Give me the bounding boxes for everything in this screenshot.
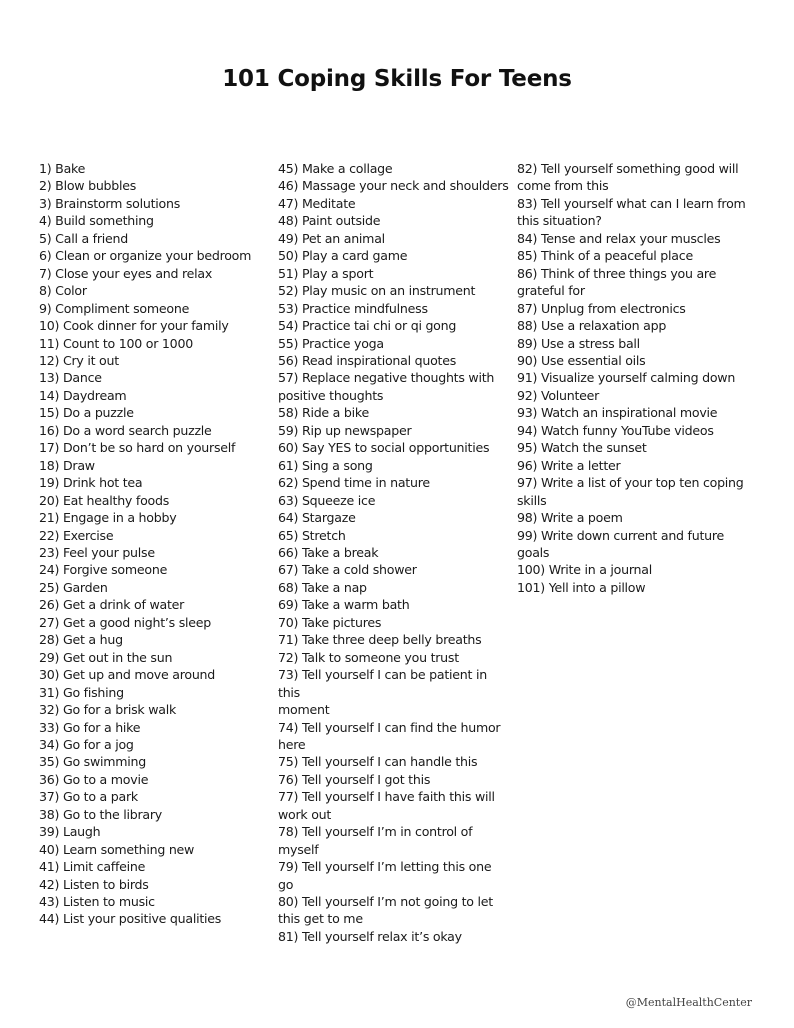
- list-item: positive thoughts: [278, 387, 384, 403]
- list-item: 50) Play a card game: [278, 248, 408, 264]
- list-item: 55) Practice yoga: [278, 335, 384, 351]
- list-item: 68) Take a nap: [278, 579, 367, 595]
- list-item: 58) Ride a bike: [278, 405, 369, 421]
- list-item: moment: [278, 702, 330, 718]
- list-item: 82) Tell yourself something good will: [517, 161, 739, 176]
- list-item: 62) Spend time in nature: [278, 475, 430, 491]
- list-item: 60) Say YES to social opportunities: [278, 440, 490, 456]
- list-item: 13) Dance: [39, 370, 102, 386]
- list-item: 23) Feel your pulse: [39, 544, 155, 560]
- list-item: 47) Meditate: [278, 195, 356, 211]
- list-item: 64) Stargaze: [278, 510, 356, 526]
- list-item: 52) Play music on an instrument: [278, 283, 476, 299]
- list-item: this get to me: [278, 911, 363, 927]
- list-item: 78) Tell yourself I’m in control of: [278, 824, 473, 840]
- list-item: 51) Play a sport: [278, 265, 374, 281]
- list-item: 12) Cry it out: [39, 352, 119, 368]
- list-item: 16) Do a word search puzzle: [39, 422, 212, 438]
- list-item: 84) Tense and relax your muscles: [517, 230, 721, 246]
- list-item: 56) Read inspirational quotes: [278, 352, 457, 368]
- list-item: 99) Write down current and future goals: [517, 527, 725, 560]
- list-item: 100) Write in a journal: [517, 562, 653, 578]
- list-item: 57) Replace negative thoughts with: [278, 370, 495, 386]
- list-item: 59) Rip up newspaper: [278, 422, 412, 438]
- list-item: 54) Practice tai chi or qi gong: [278, 318, 457, 334]
- list-item: 89) Use a stress ball: [517, 335, 640, 351]
- list-item: 69) Take a warm bath: [278, 597, 410, 613]
- list-item: 87) Unplug from electronics: [517, 300, 686, 316]
- list-item: 37) Go to a park: [39, 789, 138, 805]
- list-item: 98) Write a poem: [517, 510, 623, 526]
- list-item: myself: [278, 841, 319, 857]
- list-item: 70) Take pictures: [278, 614, 382, 630]
- list-item: 9) Compliment someone: [39, 300, 190, 316]
- list-item: 44) List your positive qualities: [39, 911, 222, 927]
- list-item: 24) Forgive someone: [39, 562, 168, 578]
- list-item: here: [278, 736, 306, 752]
- list-item: skills: [517, 492, 547, 508]
- list-item: 83) Tell yourself what can I learn from: [517, 195, 746, 211]
- list-item: 39) Laugh: [39, 824, 101, 840]
- list-item: 26) Get a drink of water: [39, 597, 185, 613]
- list-item: 40) Learn something new: [39, 841, 195, 857]
- list-item: 4) Build something: [39, 213, 154, 229]
- list-item: 29) Get out in the sun: [39, 649, 173, 665]
- list-item: 72) Talk to someone you trust: [278, 649, 459, 665]
- list-item: 18) Draw: [39, 457, 95, 473]
- list-item: 3) Brainstorm solutions: [39, 195, 181, 211]
- list-item: 75) Tell yourself I can handle this: [278, 754, 478, 770]
- skills-column-2: [278, 160, 510, 945]
- list-item: 15) Do a puzzle: [39, 405, 134, 421]
- list-item: 20) Eat healthy foods: [39, 492, 170, 508]
- list-item: 27) Get a good night’s sleep: [39, 614, 212, 630]
- list-item: 49) Pet an animal: [278, 230, 385, 246]
- list-item: 17) Don’t be so hard on yourself: [39, 440, 236, 456]
- list-item: 85) Think of a peaceful place: [517, 248, 693, 264]
- list-item: 35) Go swimming: [39, 754, 147, 770]
- list-item: 41) Limit caffeine: [39, 859, 146, 875]
- list-item: 79) Tell yourself I’m letting this one go: [278, 859, 492, 892]
- list-item: 2) Blow bubbles: [39, 178, 137, 194]
- list-item: 5) Call a friend: [39, 230, 128, 246]
- list-item: 90) Use essential oils: [517, 352, 646, 368]
- list-item: 42) Listen to birds: [39, 876, 149, 892]
- list-item: 61) Sing a song: [278, 457, 373, 473]
- list-item: 88) Use a relaxation app: [517, 318, 667, 334]
- list-item: 34) Go for a jog: [39, 736, 134, 752]
- list-item: 91) Visualize yourself calming down: [517, 370, 736, 386]
- list-item: 81) Tell yourself relax it’s okay: [278, 928, 462, 944]
- list-item: 28) Get a hug: [39, 632, 123, 648]
- list-item: 8) Color: [39, 283, 87, 299]
- list-item: come from this: [517, 178, 609, 194]
- list-item: 92) Volunteer: [517, 387, 600, 403]
- list-item: 80) Tell yourself I’m not going to let: [278, 894, 493, 910]
- list-item: work out: [278, 806, 332, 822]
- list-item: 97) Write a list of your top ten coping: [517, 475, 744, 491]
- list-item: 21) Engage in a hobby: [39, 510, 177, 526]
- list-item: 25) Garden: [39, 579, 108, 595]
- list-item: 6) Clean or organize your bedroom: [39, 248, 252, 264]
- list-item: 36) Go to a movie: [39, 771, 149, 787]
- list-item: 1) Bake: [39, 161, 86, 176]
- list-item: 93) Watch an inspirational movie: [517, 405, 718, 421]
- list-item: 30) Get up and move around: [39, 667, 216, 683]
- list-item: 14) Daydream: [39, 387, 127, 403]
- footer-credit: @MentalHealthCenter: [625, 996, 752, 1009]
- list-item: 71) Take three deep belly breaths: [278, 632, 482, 648]
- list-item: 101) Yell into a pillow: [517, 579, 646, 595]
- skills-column-1: [39, 160, 269, 928]
- list-item: 11) Count to 100 or 1000: [39, 335, 193, 351]
- list-item: 86) Think of three things you are: [517, 265, 717, 281]
- list-item: 10) Cook dinner for your family: [39, 318, 229, 334]
- list-item: 94) Watch funny YouTube videos: [517, 422, 714, 438]
- list-item: 19) Drink hot tea: [39, 475, 143, 491]
- list-item: this situation?: [517, 213, 602, 229]
- list-item: 22) Exercise: [39, 527, 114, 543]
- list-item: grateful for: [517, 283, 585, 299]
- list-item: 32) Go for a brisk walk: [39, 702, 177, 718]
- list-item: 67) Take a cold shower: [278, 562, 417, 578]
- list-item: 53) Practice mindfulness: [278, 300, 428, 316]
- list-item: 38) Go to the library: [39, 806, 162, 822]
- list-item: 43) Listen to music: [39, 894, 155, 910]
- list-item: 66) Take a break: [278, 544, 379, 560]
- list-item: 48) Paint outside: [278, 213, 381, 229]
- list-item: 63) Squeeze ice: [278, 492, 376, 508]
- list-item: 45) Make a collage: [278, 161, 393, 176]
- list-item: 7) Close your eyes and relax: [39, 265, 213, 281]
- list-item: 65) Stretch: [278, 527, 346, 543]
- list-item: 31) Go fishing: [39, 684, 124, 700]
- list-item: 73) Tell yourself I can be patient in this: [278, 667, 487, 700]
- list-item: 46) Massage your neck and shoulders: [278, 178, 509, 194]
- page-title: 101 Coping Skills For Teens: [222, 66, 572, 92]
- list-item: 95) Watch the sunset: [517, 440, 647, 456]
- list-item: 74) Tell yourself I can find the humor: [278, 719, 501, 735]
- list-item: 33) Go for a hike: [39, 719, 141, 735]
- list-item: 96) Write a letter: [517, 457, 621, 473]
- skills-column-3: [517, 160, 759, 596]
- list-item: 76) Tell yourself I got this: [278, 771, 431, 787]
- list-item: 77) Tell yourself I have faith this will: [278, 789, 495, 805]
